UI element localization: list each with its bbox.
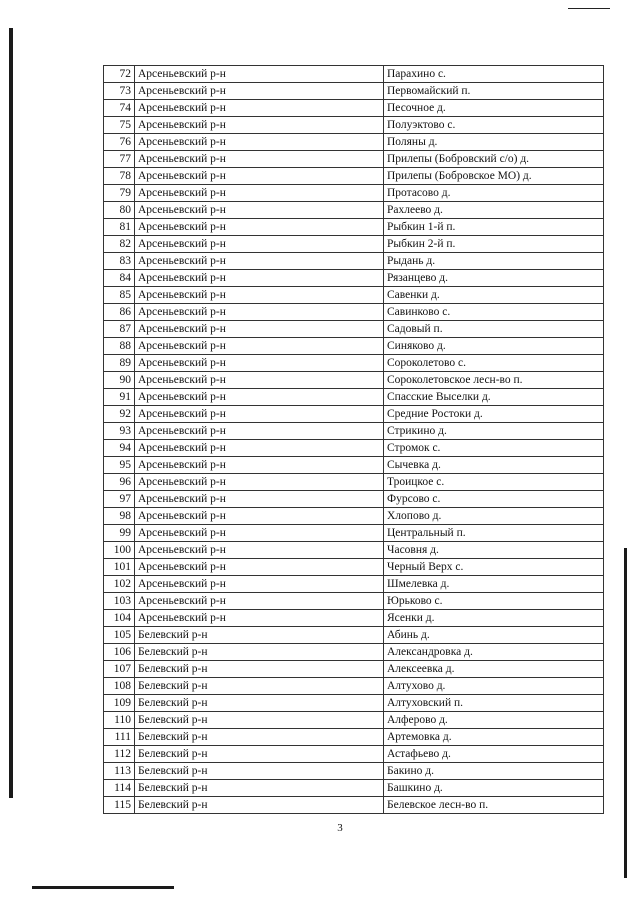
district-cell: Белевский р-н	[135, 712, 384, 729]
district-cell: Арсеньевский р-н	[135, 151, 384, 168]
row-number: 97	[104, 491, 135, 508]
row-number: 91	[104, 389, 135, 406]
district-cell: Арсеньевский р-н	[135, 355, 384, 372]
table-row	[104, 355, 604, 372]
table-row	[104, 338, 604, 355]
district-cell: Арсеньевский р-н	[135, 372, 384, 389]
district-cell: Арсеньевский р-н	[135, 202, 384, 219]
settlement-cell: Центральный п.	[384, 525, 604, 542]
settlement-cell: Прилепы (Бобровский с/о) д.	[384, 151, 604, 168]
district-cell: Белевский р-н	[135, 644, 384, 661]
settlement-cell: Сороколетовское лесн-во п.	[384, 372, 604, 389]
row-number: 89	[104, 355, 135, 372]
district-cell: Арсеньевский р-н	[135, 423, 384, 440]
settlement-cell: Парахино с.	[384, 66, 604, 83]
settlement-cell: Садовый п.	[384, 321, 604, 338]
district-cell: Арсеньевский р-н	[135, 321, 384, 338]
table-row	[104, 219, 604, 236]
settlement-cell: Алферово д.	[384, 712, 604, 729]
table-row	[104, 763, 604, 780]
row-number: 115	[104, 797, 135, 814]
settlement-cell: Абинь д.	[384, 627, 604, 644]
table-row	[104, 236, 604, 253]
table-row	[104, 168, 604, 185]
district-cell: Арсеньевский р-н	[135, 593, 384, 610]
district-cell: Арсеньевский р-н	[135, 219, 384, 236]
table-row	[104, 66, 604, 83]
settlement-cell: Юрьково с.	[384, 593, 604, 610]
settlement-cell: Поляны д.	[384, 134, 604, 151]
table-row	[104, 746, 604, 763]
settlement-cell: Песочное д.	[384, 100, 604, 117]
row-number: 104	[104, 610, 135, 627]
table-row	[104, 304, 604, 321]
row-number: 111	[104, 729, 135, 746]
row-number: 90	[104, 372, 135, 389]
settlement-cell: Алтуховский п.	[384, 695, 604, 712]
settlement-cell: Шмелевка д.	[384, 576, 604, 593]
settlement-cell: Башкино д.	[384, 780, 604, 797]
row-number: 82	[104, 236, 135, 253]
settlement-cell: Рыбкин 2-й п.	[384, 236, 604, 253]
settlement-cell: Спасские Выселки д.	[384, 389, 604, 406]
settlement-cell: Рыдань д.	[384, 253, 604, 270]
table-row	[104, 270, 604, 287]
settlement-cell: Фурсово с.	[384, 491, 604, 508]
row-number: 87	[104, 321, 135, 338]
district-cell: Арсеньевский р-н	[135, 610, 384, 627]
district-cell: Арсеньевский р-н	[135, 287, 384, 304]
row-number: 100	[104, 542, 135, 559]
row-number: 93	[104, 423, 135, 440]
table-row	[104, 423, 604, 440]
row-number: 98	[104, 508, 135, 525]
district-cell: Арсеньевский р-н	[135, 66, 384, 83]
row-number: 108	[104, 678, 135, 695]
table-row	[104, 661, 604, 678]
row-number: 73	[104, 83, 135, 100]
table-row	[104, 100, 604, 117]
row-number: 109	[104, 695, 135, 712]
district-cell: Арсеньевский р-н	[135, 117, 384, 134]
district-cell: Арсеньевский р-н	[135, 253, 384, 270]
settlement-cell: Савинково с.	[384, 304, 604, 321]
district-cell: Арсеньевский р-н	[135, 440, 384, 457]
table-row	[104, 797, 604, 814]
table-row	[104, 542, 604, 559]
district-cell: Арсеньевский р-н	[135, 83, 384, 100]
row-number: 94	[104, 440, 135, 457]
settlement-cell: Стрикино д.	[384, 423, 604, 440]
district-cell: Белевский р-н	[135, 763, 384, 780]
settlement-cell: Троицкое с.	[384, 474, 604, 491]
settlement-cell: Синяково д.	[384, 338, 604, 355]
district-cell: Арсеньевский р-н	[135, 542, 384, 559]
row-number: 76	[104, 134, 135, 151]
district-cell: Белевский р-н	[135, 695, 384, 712]
table-row	[104, 83, 604, 100]
page-number: 3	[337, 822, 343, 834]
settlements-table-body	[104, 66, 604, 814]
table-row	[104, 593, 604, 610]
row-number: 72	[104, 66, 135, 83]
table-row	[104, 389, 604, 406]
settlement-cell: Бакино д.	[384, 763, 604, 780]
table-row	[104, 610, 604, 627]
row-number: 102	[104, 576, 135, 593]
district-cell: Арсеньевский р-н	[135, 236, 384, 253]
settlement-cell: Хлопово д.	[384, 508, 604, 525]
district-cell: Арсеньевский р-н	[135, 406, 384, 423]
district-cell: Белевский р-н	[135, 797, 384, 814]
table-row	[104, 253, 604, 270]
district-cell: Белевский р-н	[135, 627, 384, 644]
table-row	[104, 151, 604, 168]
table-row	[104, 491, 604, 508]
row-number: 106	[104, 644, 135, 661]
table-row	[104, 117, 604, 134]
row-number: 110	[104, 712, 135, 729]
settlements-table	[103, 65, 604, 814]
table-row	[104, 576, 604, 593]
district-cell: Арсеньевский р-н	[135, 576, 384, 593]
row-number: 77	[104, 151, 135, 168]
settlement-cell: Сороколетово с.	[384, 355, 604, 372]
district-cell: Арсеньевский р-н	[135, 389, 384, 406]
district-cell: Арсеньевский р-н	[135, 100, 384, 117]
row-number: 85	[104, 287, 135, 304]
settlement-cell: Рязанцево д.	[384, 270, 604, 287]
district-cell: Белевский р-н	[135, 678, 384, 695]
settlement-cell: Средние Ростоки д.	[384, 406, 604, 423]
district-cell: Арсеньевский р-н	[135, 338, 384, 355]
district-cell: Арсеньевский р-н	[135, 134, 384, 151]
table-row	[104, 627, 604, 644]
table-row	[104, 134, 604, 151]
district-cell: Белевский р-н	[135, 780, 384, 797]
row-number: 74	[104, 100, 135, 117]
district-cell: Арсеньевский р-н	[135, 304, 384, 321]
settlement-cell: Ясенки д.	[384, 610, 604, 627]
settlement-cell: Алексеевка д.	[384, 661, 604, 678]
row-number: 107	[104, 661, 135, 678]
table-row	[104, 678, 604, 695]
table-row	[104, 372, 604, 389]
row-number: 105	[104, 627, 135, 644]
table-row	[104, 321, 604, 338]
row-number: 101	[104, 559, 135, 576]
district-cell: Арсеньевский р-н	[135, 508, 384, 525]
row-number: 80	[104, 202, 135, 219]
row-number: 103	[104, 593, 135, 610]
table-row	[104, 695, 604, 712]
settlement-cell: Артемовка д.	[384, 729, 604, 746]
row-number: 112	[104, 746, 135, 763]
district-cell: Арсеньевский р-н	[135, 559, 384, 576]
settlement-cell: Александровка д.	[384, 644, 604, 661]
row-number: 99	[104, 525, 135, 542]
district-cell: Арсеньевский р-н	[135, 457, 384, 474]
table-row	[104, 644, 604, 661]
table-row	[104, 729, 604, 746]
settlement-cell: Черный Верх с.	[384, 559, 604, 576]
row-number: 96	[104, 474, 135, 491]
table-row	[104, 440, 604, 457]
settlement-cell: Савенки д.	[384, 287, 604, 304]
table-row	[104, 287, 604, 304]
settlement-cell: Алтухово д.	[384, 678, 604, 695]
row-number: 75	[104, 117, 135, 134]
row-number: 78	[104, 168, 135, 185]
district-cell: Арсеньевский р-н	[135, 185, 384, 202]
row-number: 113	[104, 763, 135, 780]
settlement-cell: Первомайский п.	[384, 83, 604, 100]
table-row	[104, 474, 604, 491]
scan-mark-bottom	[32, 886, 174, 889]
table-row	[104, 780, 604, 797]
row-number: 92	[104, 406, 135, 423]
table-row	[104, 525, 604, 542]
settlement-cell: Сычевка д.	[384, 457, 604, 474]
district-cell: Арсеньевский р-н	[135, 270, 384, 287]
table-row	[104, 185, 604, 202]
row-number: 83	[104, 253, 135, 270]
row-number: 88	[104, 338, 135, 355]
district-cell: Белевский р-н	[135, 729, 384, 746]
settlement-cell: Полуэктово с.	[384, 117, 604, 134]
scan-mark-top	[568, 8, 610, 9]
district-cell: Арсеньевский р-н	[135, 525, 384, 542]
settlement-cell: Белевское лесн-во п.	[384, 797, 604, 814]
table-row	[104, 559, 604, 576]
district-cell: Арсеньевский р-н	[135, 168, 384, 185]
settlement-cell: Часовня д.	[384, 542, 604, 559]
row-number: 84	[104, 270, 135, 287]
table-row	[104, 457, 604, 474]
row-number: 79	[104, 185, 135, 202]
district-cell: Арсеньевский р-н	[135, 491, 384, 508]
row-number: 81	[104, 219, 135, 236]
district-cell: Белевский р-н	[135, 661, 384, 678]
district-cell: Арсеньевский р-н	[135, 474, 384, 491]
settlement-cell: Астафьево д.	[384, 746, 604, 763]
row-number: 114	[104, 780, 135, 797]
district-cell: Белевский р-н	[135, 746, 384, 763]
settlement-cell: Стромок с.	[384, 440, 604, 457]
table-row	[104, 508, 604, 525]
table-row	[104, 712, 604, 729]
row-number: 86	[104, 304, 135, 321]
settlement-cell: Прилепы (Бобровское МО) д.	[384, 168, 604, 185]
table-row	[104, 406, 604, 423]
settlement-cell: Рыбкин 1-й п.	[384, 219, 604, 236]
row-number: 95	[104, 457, 135, 474]
table-row	[104, 202, 604, 219]
scan-border-left	[9, 28, 13, 798]
settlement-cell: Рахлеево д.	[384, 202, 604, 219]
settlement-cell: Протасово д.	[384, 185, 604, 202]
